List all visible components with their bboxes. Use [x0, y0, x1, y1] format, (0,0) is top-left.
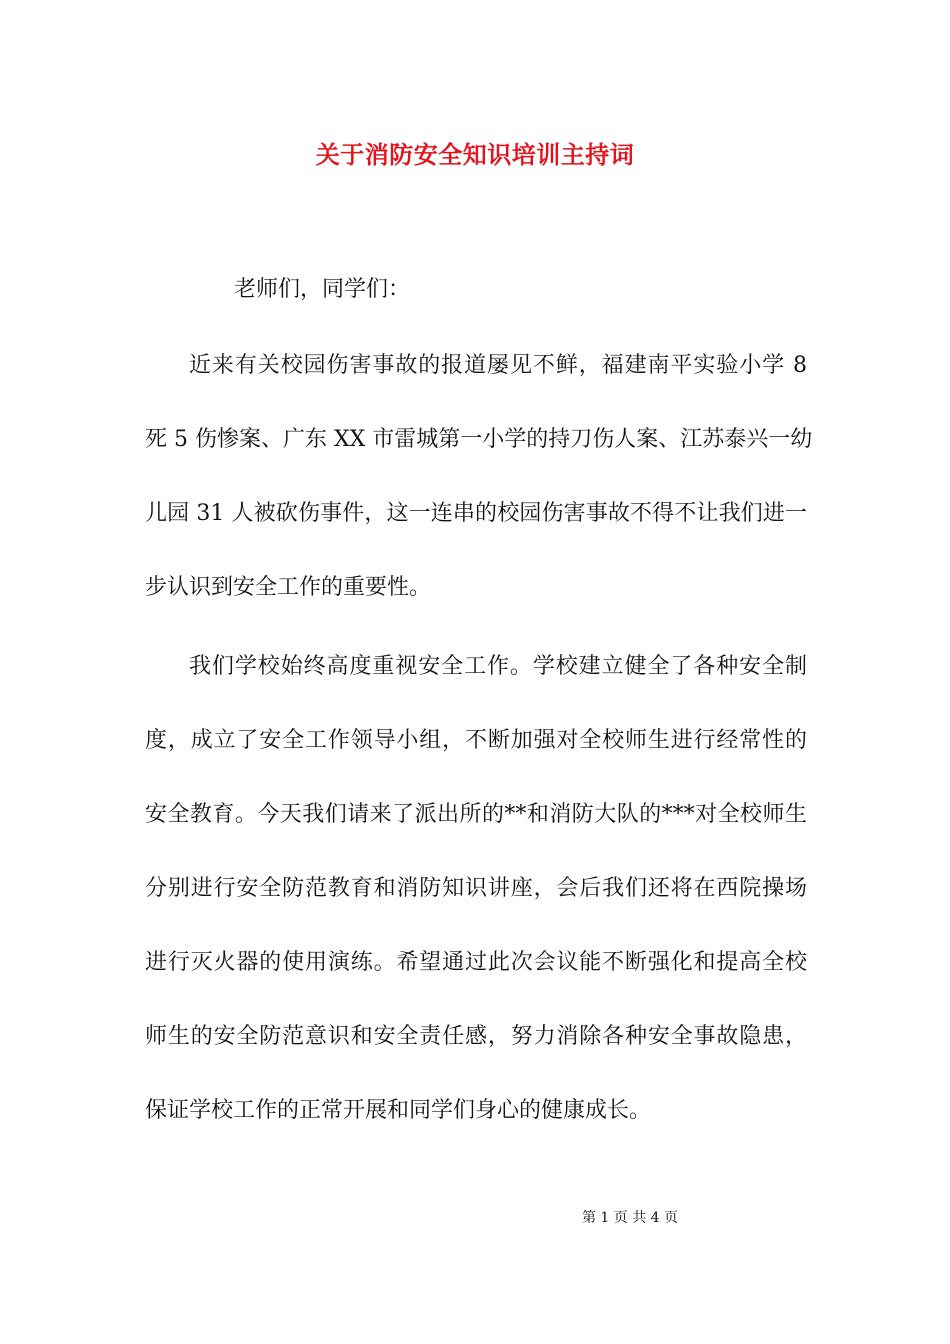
paragraph-2: [145, 630, 807, 1148]
salutation: 老师们，同学们：: [234, 277, 411, 302]
paragraph-line: 安全教育。今天我们请来了派出所的**和消防大队的***对全校师生: [145, 802, 807, 827]
paragraph-line: 近来有关校园伤害事故的报道屡见不鲜，福建南平实验小学 8: [189, 353, 807, 378]
paragraph-line: 师生的安全防范意识和安全责任感，努力消除各种安全事故隐患，: [145, 1024, 807, 1049]
page-footer: 第 1 页 共 4 页: [581, 1210, 679, 1226]
paragraph-line: 儿园 31 人被砍伤事件，这一连串的校园伤害事故不得不让我们进一: [145, 501, 807, 526]
paragraph-line: 分别进行安全防范教育和消防知识讲座，会后我们还将在西院操场: [145, 876, 807, 901]
paragraph-line: 死 5 伤惨案、广东 XX 市雷城第一小学的持刀伤人案、江苏泰兴一幼: [145, 427, 813, 452]
paragraph-line: 进行灭火器的使用演练。希望通过此次会议能不断强化和提高全校: [145, 950, 807, 975]
paragraph-line: 我们学校始终高度重视安全工作。学校建立健全了各种安全制: [189, 654, 807, 679]
document-title: 关于消防安全知识培训主持词: [315, 140, 635, 169]
paragraph-line: 保证学校工作的正常开展和同学们身心的健康成长。: [145, 1098, 652, 1123]
paragraph-line: 度，成立了安全工作领导小组，不断加强对全校师生进行经常性的: [145, 728, 807, 753]
paragraph-line: 步认识到安全工作的重要性。: [145, 575, 432, 600]
paragraph-1: [145, 329, 813, 625]
